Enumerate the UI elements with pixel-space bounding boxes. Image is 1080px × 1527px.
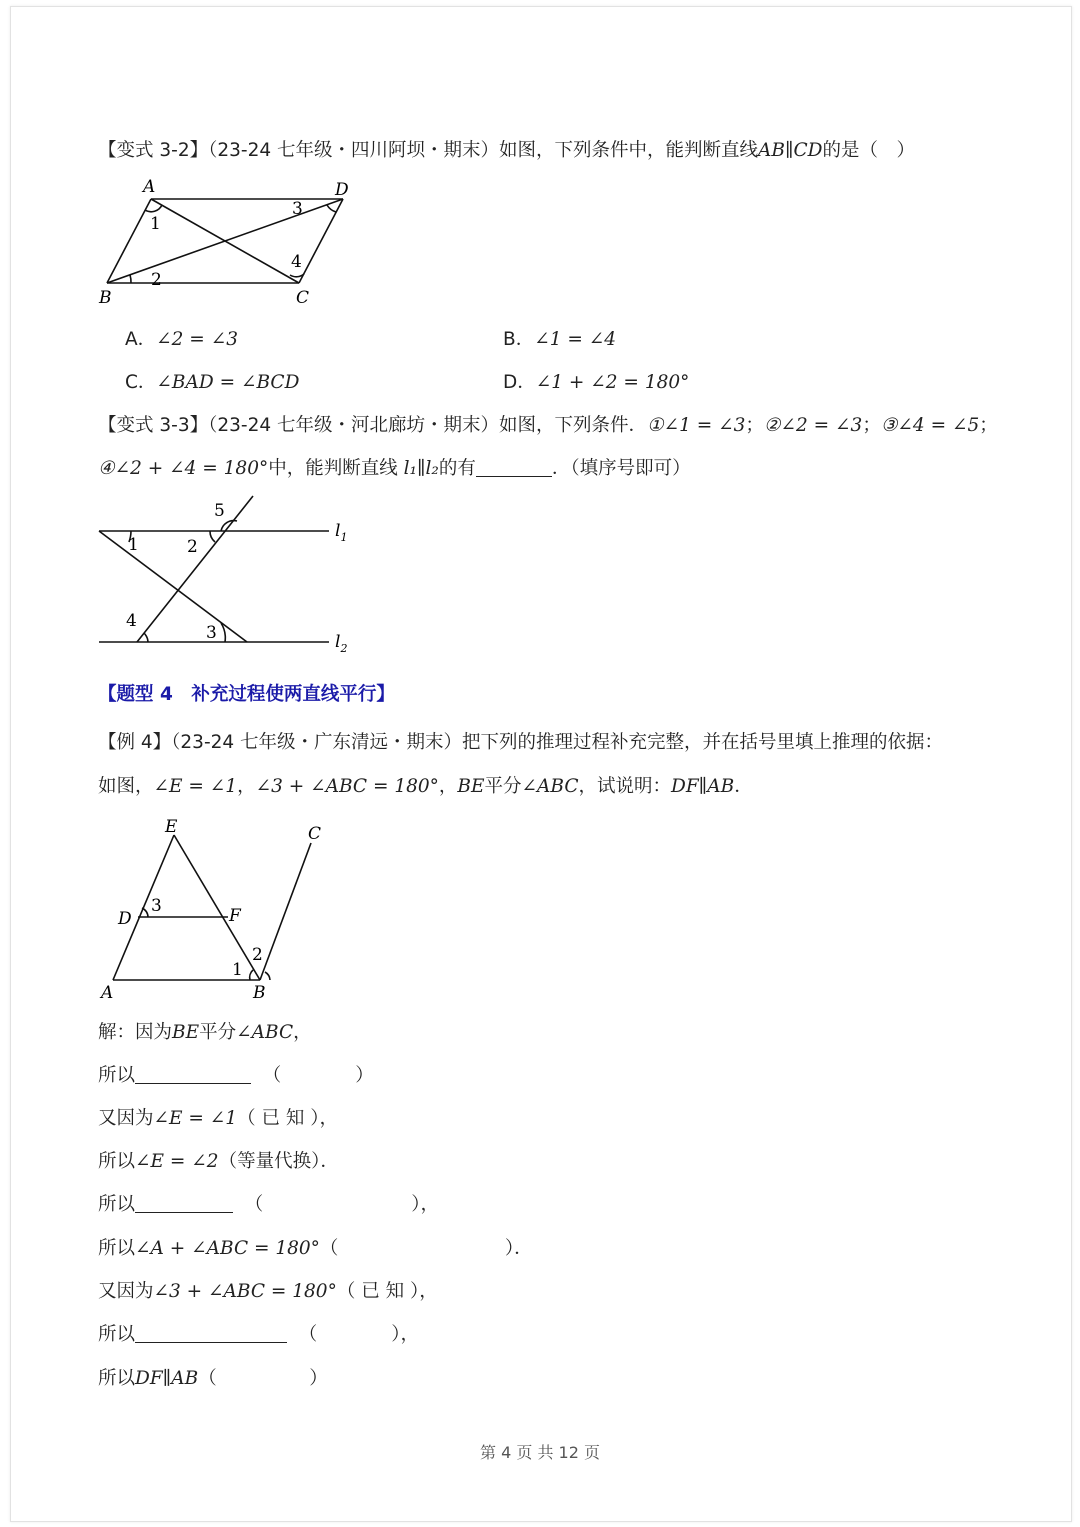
option-c[interactable] <box>125 370 299 396</box>
label-F: F <box>229 906 241 926</box>
math-expression: l₁∥l₂ <box>403 458 439 479</box>
question-text: 如图，下列条件． <box>499 415 648 436</box>
reason-blank-3[interactable]: （ ）． <box>319 1238 533 1259</box>
option-a-label: A． <box>125 329 157 350</box>
figure-triangle <box>95 815 335 1005</box>
solution-line-1 <box>98 1020 312 1046</box>
math: ∠A + ∠ABC = 180° <box>135 1238 320 1259</box>
separator: ； <box>979 415 998 436</box>
given-1: ∠E = ∠1 <box>153 776 238 797</box>
example-4-given <box>98 774 753 800</box>
angle-2-label: 2 <box>252 945 263 965</box>
label-B: B <box>253 983 266 1003</box>
condition-1: ①∠1 = ∠3 <box>647 415 746 436</box>
figure-parallelogram <box>95 175 365 308</box>
text: 又因为 <box>98 1108 154 1129</box>
solution-line-7 <box>98 1279 438 1305</box>
example-source: （23-24 七年级・广东清远・期末） <box>171 732 463 753</box>
given-3-c: ∠ABC <box>521 776 579 797</box>
text: ， <box>293 1022 312 1043</box>
solution-line-6 <box>98 1236 533 1262</box>
option-c-label: C． <box>125 372 157 393</box>
question-suffix: 的是（ ） <box>822 140 916 161</box>
angle-5-label: 5 <box>214 501 225 521</box>
label-A: A <box>101 983 114 1003</box>
period: ． <box>734 776 753 797</box>
angle-1-label: 1 <box>128 535 139 555</box>
label-B: B <box>99 288 112 308</box>
page-footer: 第 4 页 共 12 页 <box>480 1443 600 1462</box>
answer-blank-3[interactable] <box>135 1322 287 1343</box>
condition-2: ②∠2 = ∠3 <box>763 415 863 436</box>
condition-3: ③∠4 = ∠5 <box>880 415 980 436</box>
text: （ 已 知 ）， <box>237 1108 338 1129</box>
option-d[interactable] <box>503 370 689 396</box>
label-D: D <box>118 909 132 929</box>
option-d-text: ∠1 + ∠2 = 180° <box>535 372 690 393</box>
option-a[interactable] <box>125 327 238 353</box>
solution-line-9 <box>98 1366 328 1392</box>
given-2: ∠3 + ∠ABC = 180° <box>255 776 439 797</box>
text: 所以 <box>98 1324 136 1345</box>
text: 平分 <box>199 1022 237 1043</box>
angle-4-label: 4 <box>126 611 137 631</box>
math: ∠E = ∠1 <box>153 1108 238 1129</box>
text: 所以 <box>98 1368 136 1389</box>
math: ∠ABC <box>236 1022 294 1043</box>
text: 解：因为 <box>98 1022 173 1043</box>
variant-source: （23-24 七年级・四川阿坝・期末） <box>208 140 499 161</box>
option-a-text: ∠2 = ∠3 <box>156 329 238 350</box>
separator: ； <box>745 415 764 436</box>
answer-blank-1[interactable] <box>135 1063 251 1084</box>
math: ∠3 + ∠ABC = 180° <box>153 1281 337 1302</box>
math: DF∥AB <box>135 1368 199 1389</box>
text: （等量代换）． <box>218 1151 339 1172</box>
figure-parallel-lines <box>95 492 365 657</box>
answer-blank[interactable] <box>476 456 552 477</box>
reason-blank-2[interactable]: （ ）， <box>244 1194 440 1215</box>
solution-line-3 <box>98 1106 338 1132</box>
separator: ； <box>862 415 881 436</box>
condition-4: ④∠2 + ∠4 = 180° <box>98 458 269 479</box>
question-text: ．（填序号即可） <box>551 458 691 479</box>
option-d-label: D． <box>503 372 536 393</box>
angle-3-label: 3 <box>206 623 217 643</box>
question-text: 把下列的推理过程补充完整，并在括号里填上推理的依据： <box>462 732 944 753</box>
prove-statement: DF∥AB <box>671 776 735 797</box>
question-text: 的有 <box>438 458 476 479</box>
solution-line-4 <box>98 1149 339 1175</box>
question-text: 中，能判断直线 <box>268 458 404 479</box>
angle-4-label: 4 <box>291 252 302 272</box>
label-C: C <box>308 824 322 844</box>
variant-3-3-question-line2 <box>98 456 691 482</box>
variant-label: 【变式 3-2】 <box>98 140 209 161</box>
solution-line-2 <box>98 1063 374 1089</box>
math: ∠E = ∠2 <box>135 1151 219 1172</box>
solution-line-8 <box>98 1322 419 1348</box>
label-A: A <box>143 177 156 197</box>
angle-3-label: 3 <box>292 199 303 219</box>
solution-line-5 <box>98 1192 439 1218</box>
comma: ， <box>237 776 256 797</box>
label-C: C <box>296 288 310 308</box>
angle-3-label: 3 <box>151 896 162 916</box>
text: 所以 <box>98 1194 136 1215</box>
angle-2-label: 2 <box>151 270 162 290</box>
label-E: E <box>165 817 178 837</box>
variant-label: 【变式 3-3】 <box>98 415 209 436</box>
angle-1-label: 1 <box>150 214 161 234</box>
variant-3-3-question-line1 <box>98 413 998 439</box>
answer-blank-2[interactable] <box>135 1192 233 1213</box>
given-3-b: 平分 <box>484 776 522 797</box>
variant-3-2-question <box>98 138 915 164</box>
question-text: 如图，下列条件中，能判断直线 <box>499 140 759 161</box>
section-heading: 【题型 4 补充过程使两直线平行】 <box>98 684 395 705</box>
text: 又因为 <box>98 1281 154 1302</box>
reason-blank-1[interactable]: （ ） <box>262 1065 374 1086</box>
text: （ 已 知 ）， <box>336 1281 438 1302</box>
text: 所以 <box>98 1065 136 1086</box>
example-label: 【例 4】 <box>98 732 172 753</box>
math-expression: AB∥CD <box>758 140 823 161</box>
option-b-text: ∠1 = ∠4 <box>534 329 617 350</box>
line-l2-label: $l_2$ <box>335 632 348 655</box>
example-4-question <box>98 730 943 756</box>
option-b-label: B． <box>503 329 535 350</box>
prove-prefix: ，试说明： <box>578 776 672 797</box>
math: BE <box>172 1022 200 1043</box>
reason-blank-5[interactable]: （ ） <box>198 1368 328 1389</box>
text: 所以 <box>98 1151 136 1172</box>
option-c-text: ∠BAD = ∠BCD <box>156 372 300 393</box>
option-b[interactable] <box>503 327 616 353</box>
angle-2-label: 2 <box>187 537 198 557</box>
given-3-a: BE <box>457 776 485 797</box>
label-D: D <box>335 180 349 200</box>
variant-source: （23-24 七年级・河北廊坊・期末） <box>208 415 499 436</box>
given-prefix: 如图， <box>98 776 154 797</box>
angle-1-label: 1 <box>232 960 243 980</box>
reason-blank-4[interactable]: （ ）， <box>298 1324 420 1345</box>
text: 所以 <box>98 1238 136 1259</box>
line-l1-label: $l_1$ <box>335 521 348 544</box>
comma: ， <box>438 776 458 797</box>
